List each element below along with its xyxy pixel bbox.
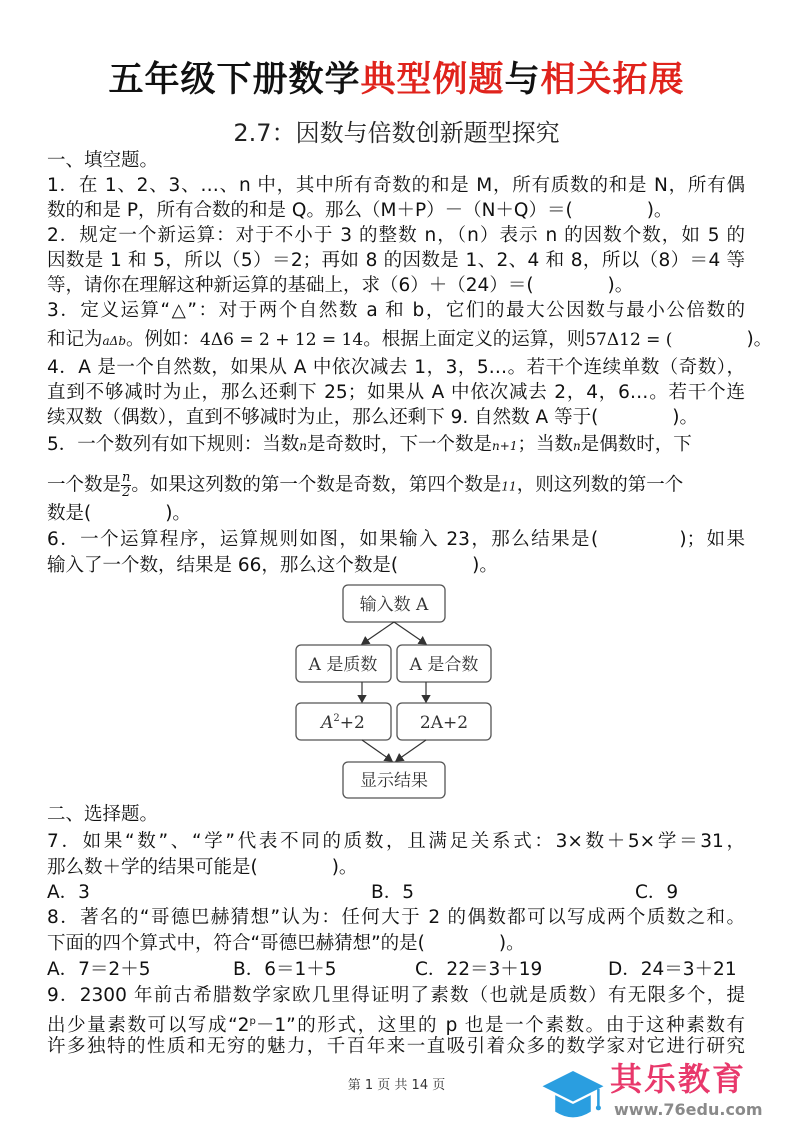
option-d[interactable]: D．24＝3＋21 [608,959,737,980]
question-9-line: 9．2300 年前古希腊数学家欧几里得证明了素数（也就是质数）有无限多个，提 [47,985,745,1006]
text: 出少量素数可以写成“2 [47,1015,250,1037]
section-heading: 二、选择题。 [47,804,159,825]
text: 一个数是 [47,474,122,496]
math: 57Δ12 = ( [585,330,673,350]
flow-arrow [362,740,392,761]
graduation-cap-icon [540,1062,606,1122]
option-a[interactable]: A．3 [47,882,90,903]
math: aΔb [102,334,127,348]
question-4-line: 直到不够减时为止，那么还剩下 25；如果从 A 中依次减去 2，4，6…。若干个连 [47,382,745,403]
question-2-line: 等，请你在理解这种新运算的基础上，求（6）＋（24）＝( )。 [47,275,634,296]
title-text: 与 [504,60,541,100]
denominator: 2 [122,485,131,500]
text: 5．一个数列有如下规则：当数 [47,434,300,455]
page-subtitle: 2.7：因数与倍数创新题型探究 [233,119,560,147]
question-6-line: 输入了一个数，结果是 66，那么这个数是( )。 [47,555,498,576]
option-b[interactable]: B．5 [371,882,414,903]
math: 4Δ6 = 2 + 12 = 14 [200,330,364,350]
text: ，则这列数的第一个 [516,474,684,496]
question-6-line: 6．一个运算程序，运算规则如图，如果输入 23，那么结果是( )；如果 [47,529,745,550]
formula-exponent: 2 [333,713,340,724]
flow-composite-formula: 2A+2 [419,713,469,733]
question-1-line: 1．在 1、2、3、…、n 中，其中所有奇数的和是 M，所有质数的和是 N，所有偶 [47,175,745,196]
option-c[interactable]: C．22＝3＋19 [415,959,543,980]
flow-prime-label: A 是质数 [308,655,378,675]
formula-base: A [321,713,334,733]
formula-rest: +2 [339,713,365,733]
text: )。 [672,329,773,350]
watermark-logo [540,1062,793,1122]
flow-arrow [396,740,426,761]
superscript: p [249,1016,256,1027]
flow-output-label: 显示结果 [360,771,428,791]
question-4-line: 4．A 是一个自然数，如果从 A 中依次减去 1，3，5…。若干个连续单数（奇数）， [47,357,745,378]
question-3-line: 3．定义运算“△”：对于两个自然数 a 和 b，它们的最大公因数与最小公倍数的 [47,300,745,321]
option-b[interactable]: B．6＝1＋5 [233,959,337,980]
question-5-line: 数是( )。 [47,503,191,524]
title-highlight: 相关拓展 [540,60,685,100]
flow-arrow [362,622,394,644]
text: 是偶数时，下 [580,434,692,455]
flow-input-label: 输入数 A [359,595,429,615]
watermark-url: www.76edu.com [614,1100,763,1119]
math: n [572,439,581,453]
option-c[interactable]: C．9 [635,882,679,903]
flow-composite-label: A 是合数 [409,655,479,675]
math: n [299,439,308,453]
title-highlight: 典型例题 [360,60,505,100]
section-heading: 一、填空题。 [47,150,159,171]
text: 和记为 [47,329,103,350]
watermark-name: 其乐教育 [610,1060,747,1098]
question-7-line: 那么数＋学的结果可能是( )。 [47,857,358,878]
question-7-line: 7．如果“数”、“学”代表不同的质数，且满足关系式：3×数＋5×学＝31， [47,831,745,852]
math: n+1 [492,439,518,453]
question-2-line: 因数是 1 和 5，所以（5）＝2；再如 8 的因数是 1、2、4 和 8，所以（8）＝4 等 [47,250,745,271]
text: 是奇数时，下一个数是 [307,434,493,455]
numerator: n [122,470,131,485]
option-a[interactable]: A．7＝2＋5 [47,959,151,980]
text: 。例如： [126,329,201,350]
math: 11 [501,479,517,494]
question-9-line: 许多独特的性质和无穷的魅力，千百年来一直吸引着众多的数学家对它进行研究 [47,1036,745,1057]
title-text: 五年级下册数学 [108,60,361,100]
page-number: 第 1 页 共 14 页 [347,1078,446,1093]
text: 。如果这列数的第一个数是奇数，第四个数是 [131,474,502,496]
flow-arrow [394,622,426,644]
question-8-line: 下面的四个算式中，符合“哥德巴赫猜想”的是( )。 [47,933,525,954]
text: 。根据上面定义的运算，则 [363,329,586,350]
question-4-line: 续双数（偶数），直到不够减时为止，那么还剩下 9. 自然数 A 等于( )。 [47,407,699,428]
question-2-line: 2．规定一个新运算：对于不小于 3 的整数 n，（n）表示 n 的因数个数，如 5 的 [47,225,745,246]
question-8-line: 8．著名的“哥德巴赫猜想”认为：任何大于 2 的偶数都可以写成两个质数之和。 [47,907,745,928]
text: ；当数 [517,434,573,455]
question-9-line [47,1010,745,1038]
flow-prime-formula [319,713,365,733]
question-1-line: 数的和是 P，所有合数的和是 Q。那么（M＋P）－（N＋Q）＝( )。 [47,200,673,221]
text: －1”的形式，这里的 p 也是一个素数。由于这种素数有 [255,1015,745,1037]
